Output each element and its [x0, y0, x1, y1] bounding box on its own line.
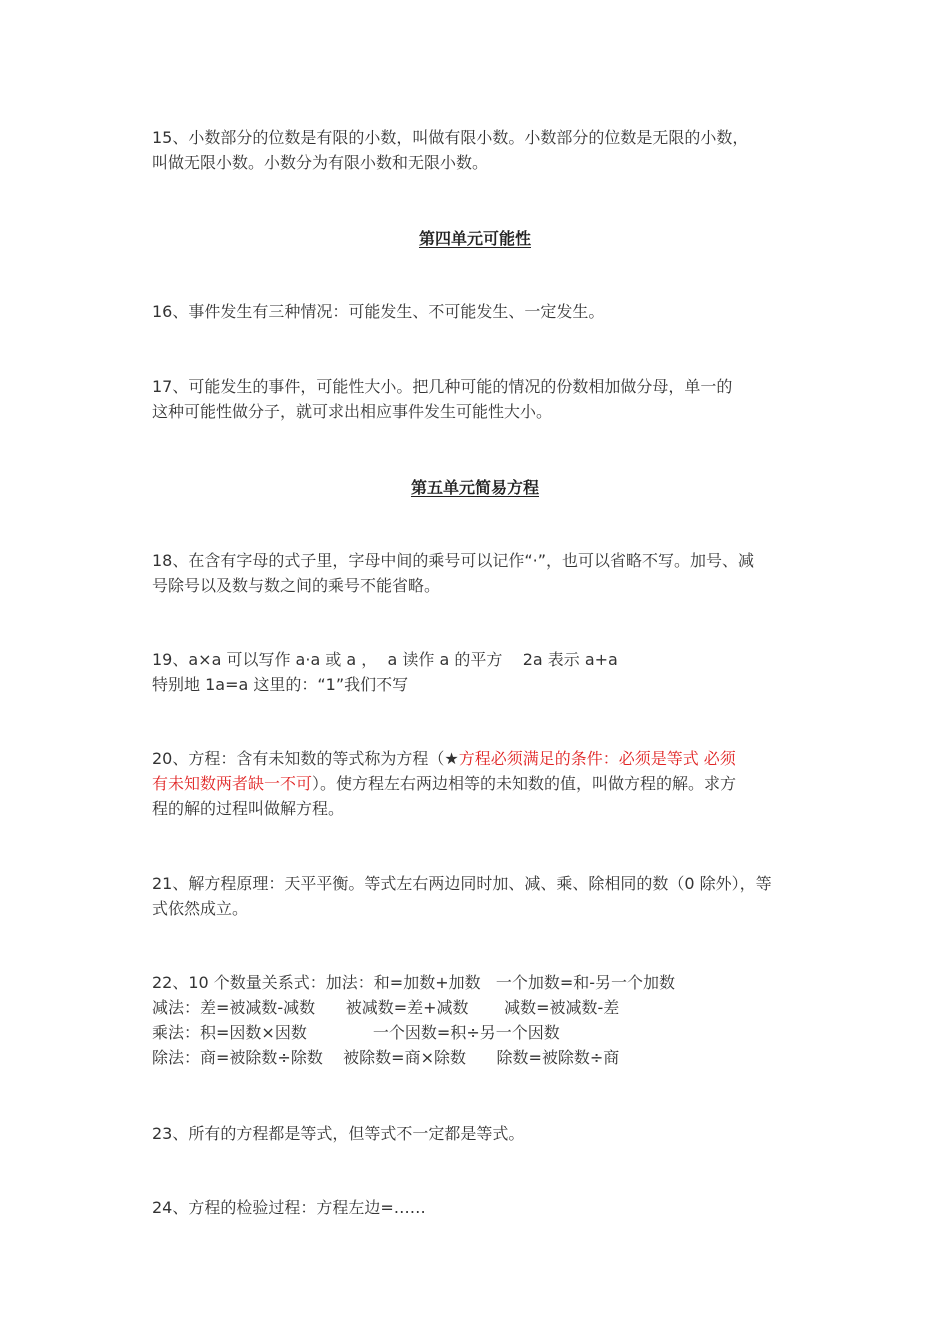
- paragraph-22-line-4: 除法：商=被除数÷除数 被除数=商×除数 除数=被除数÷商: [152, 1048, 620, 1067]
- paragraph-20-line-2-text: ）。使方程左右两边相等的未知数的值，叫做方程的解。求方: [312, 774, 737, 793]
- paragraph-21: [152, 871, 812, 921]
- unit-4-heading-text: 第四单元可能性: [418, 229, 531, 248]
- paragraph-19-line-1: 19、a×a 可以写作 a·a 或 a ， a 读作 a 的平方 2a 表示 a+a: [152, 650, 618, 669]
- paragraph-20-line-1-text: 20、方程：含有未知数的等式称为方程（★: [152, 749, 459, 768]
- paragraph-15-line-1: 15、小数部分的位数是有限的小数，叫做有限小数。小数部分的位数是无限的小数，: [152, 128, 749, 147]
- paragraph-18-line-1: 18、在含有字母的式子里，字母中间的乘号可以记作“·”，也可以省略不写。加号、减: [152, 551, 755, 570]
- paragraph-20-line-3: 程的解的过程叫做解方程。: [152, 799, 345, 818]
- paragraph-19: [152, 647, 812, 697]
- paragraph-24-line-1: 24、方程的检验过程：方程左边=……: [152, 1198, 426, 1217]
- unit-5-heading: [0, 475, 950, 498]
- paragraph-15: [152, 125, 812, 175]
- paragraph-17-line-1: 17、可能发生的事件，可能性大小。把几种可能的情况的份数相加做分母，单一的: [152, 377, 733, 396]
- paragraph-22-line-1: 22、10 个数量关系式：加法：和=加数+加数 一个加数=和-另一个加数: [152, 973, 676, 992]
- paragraph-17-line-2: 这种可能性做分子，就可求出相应事件发生可能性大小。: [152, 402, 553, 421]
- paragraph-16-line-1: 16、事件发生有三种情况：可能发生、不可能发生、一定发生。: [152, 302, 605, 321]
- paragraph-18-line-2: 号除号以及数与数之间的乘号不能省略。: [152, 576, 441, 595]
- paragraph-18: [152, 548, 812, 598]
- paragraph-17: [152, 374, 812, 424]
- paragraph-24: [152, 1195, 812, 1220]
- paragraph-20-line-2: [152, 771, 812, 796]
- paragraph-23-line-1: 23、所有的方程都是等式，但等式不一定都是等式。: [152, 1124, 525, 1143]
- paragraph-16: [152, 299, 812, 324]
- paragraph-20-line-2-highlight: 有未知数两者缺一不可: [152, 774, 313, 793]
- paragraph-22-line-3: 乘法：积=因数×因数 一个因数=积÷另一个因数: [152, 1023, 560, 1042]
- unit-5-heading-text: 第五单元简易方程: [410, 478, 539, 497]
- paragraph-20: [152, 746, 812, 821]
- paragraph-20-line-1: [152, 746, 812, 771]
- paragraph-20-line-1-highlight: 方程必须满足的条件：必须是等式 必须: [458, 749, 736, 768]
- paragraph-22-line-2: 减法：差=被减数-减数 被减数=差+减数 减数=被减数-差: [152, 998, 620, 1017]
- unit-4-heading: [0, 226, 950, 249]
- paragraph-19-line-2: 特别地 1a=a 这里的：“1”我们不写: [152, 675, 409, 694]
- paragraph-21-line-2: 式依然成立。: [152, 899, 249, 918]
- paragraph-21-line-1: 21、解方程原理：天平平衡。等式左右两边同时加、减、乘、除相同的数（0 除外），等: [152, 874, 772, 893]
- paragraph-23: [152, 1121, 812, 1146]
- paragraph-15-line-2: 叫做无限小数。小数分为有限小数和无限小数。: [152, 153, 489, 172]
- paragraph-22: [152, 970, 812, 1070]
